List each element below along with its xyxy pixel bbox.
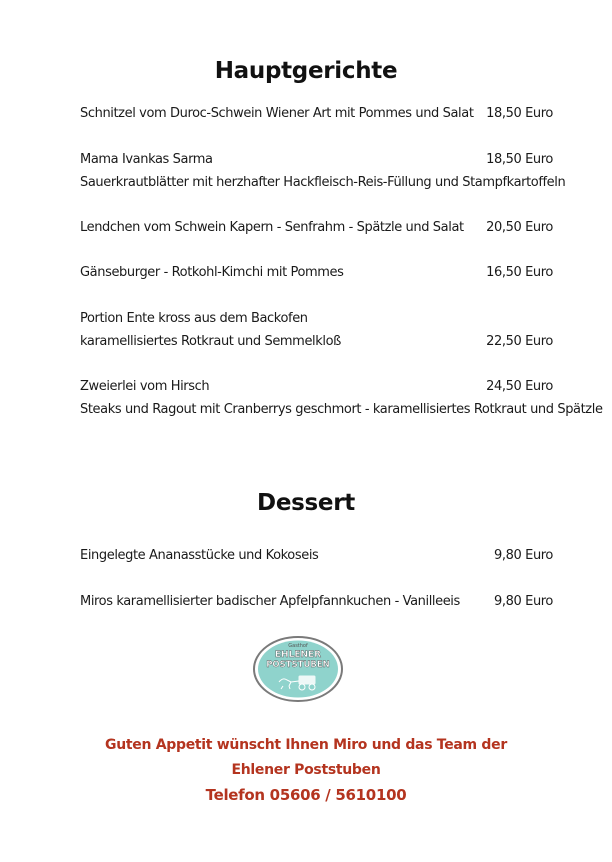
main-item-description: karamellisiertes Rotkraut und Semmelkloß xyxy=(80,334,341,349)
main-item-price: 20,50 Euro xyxy=(486,220,553,235)
logo-line2-text: POSTSTUBEN xyxy=(266,660,330,670)
main-item-description: Sauerkrautblätter mit herzhafter Hackfleisch-Reis-Füllung und Stampfkartoffeln xyxy=(80,175,566,190)
restaurant-logo xyxy=(253,636,343,702)
dessert-item-price: 9,80 Euro xyxy=(494,548,553,563)
footer-phone: Telefon 05606 / 5610100 xyxy=(205,786,407,804)
dessert-item-name: Eingelegte Ananasstücke und Kokoseis xyxy=(80,548,319,563)
main-item-name: Zweierlei vom Hirsch xyxy=(80,379,210,394)
dessert-heading: Dessert xyxy=(257,490,355,516)
main-item-name: Schnitzel vom Duroc-Schwein Wiener Art mit Pommes und Salat xyxy=(80,106,474,121)
logo-line1-text: EHLENER xyxy=(274,650,322,660)
footer-greeting: Guten Appetit wünscht Ihnen Miro und das Team der xyxy=(105,737,507,753)
main-item-name: Gänseburger - Rotkohl-Kimchi mit Pommes xyxy=(80,265,344,280)
main-item-description: Steaks und Ragout mit Cranberrys geschmort - karamellisiertes Rotkraut und Spätzle xyxy=(80,402,603,417)
logo-top-text: Gasthof xyxy=(288,643,308,649)
dessert-item-name: Miros karamellisierter badischer Apfelpfannkuchen - Vanilleeis xyxy=(80,594,460,609)
footer-restaurant-name: Ehlener Poststuben xyxy=(231,762,381,778)
main-item-price: 22,50 Euro xyxy=(486,334,553,349)
main-item-price: 16,50 Euro xyxy=(486,265,553,280)
main-item-name: Lendchen vom Schwein Kapern - Senfrahm - Spätzle und Salat xyxy=(80,220,464,235)
dessert-item-price: 9,80 Euro xyxy=(494,594,553,609)
main-item-price: 18,50 Euro xyxy=(486,106,553,121)
main-item-price: 24,50 Euro xyxy=(486,379,553,394)
main-item-price: 18,50 Euro xyxy=(486,152,553,167)
main-item-name: Portion Ente kross aus dem Backofen xyxy=(80,311,308,326)
main-courses-heading: Hauptgerichte xyxy=(214,58,398,84)
main-item-name: Mama Ivankas Sarma xyxy=(80,152,213,167)
